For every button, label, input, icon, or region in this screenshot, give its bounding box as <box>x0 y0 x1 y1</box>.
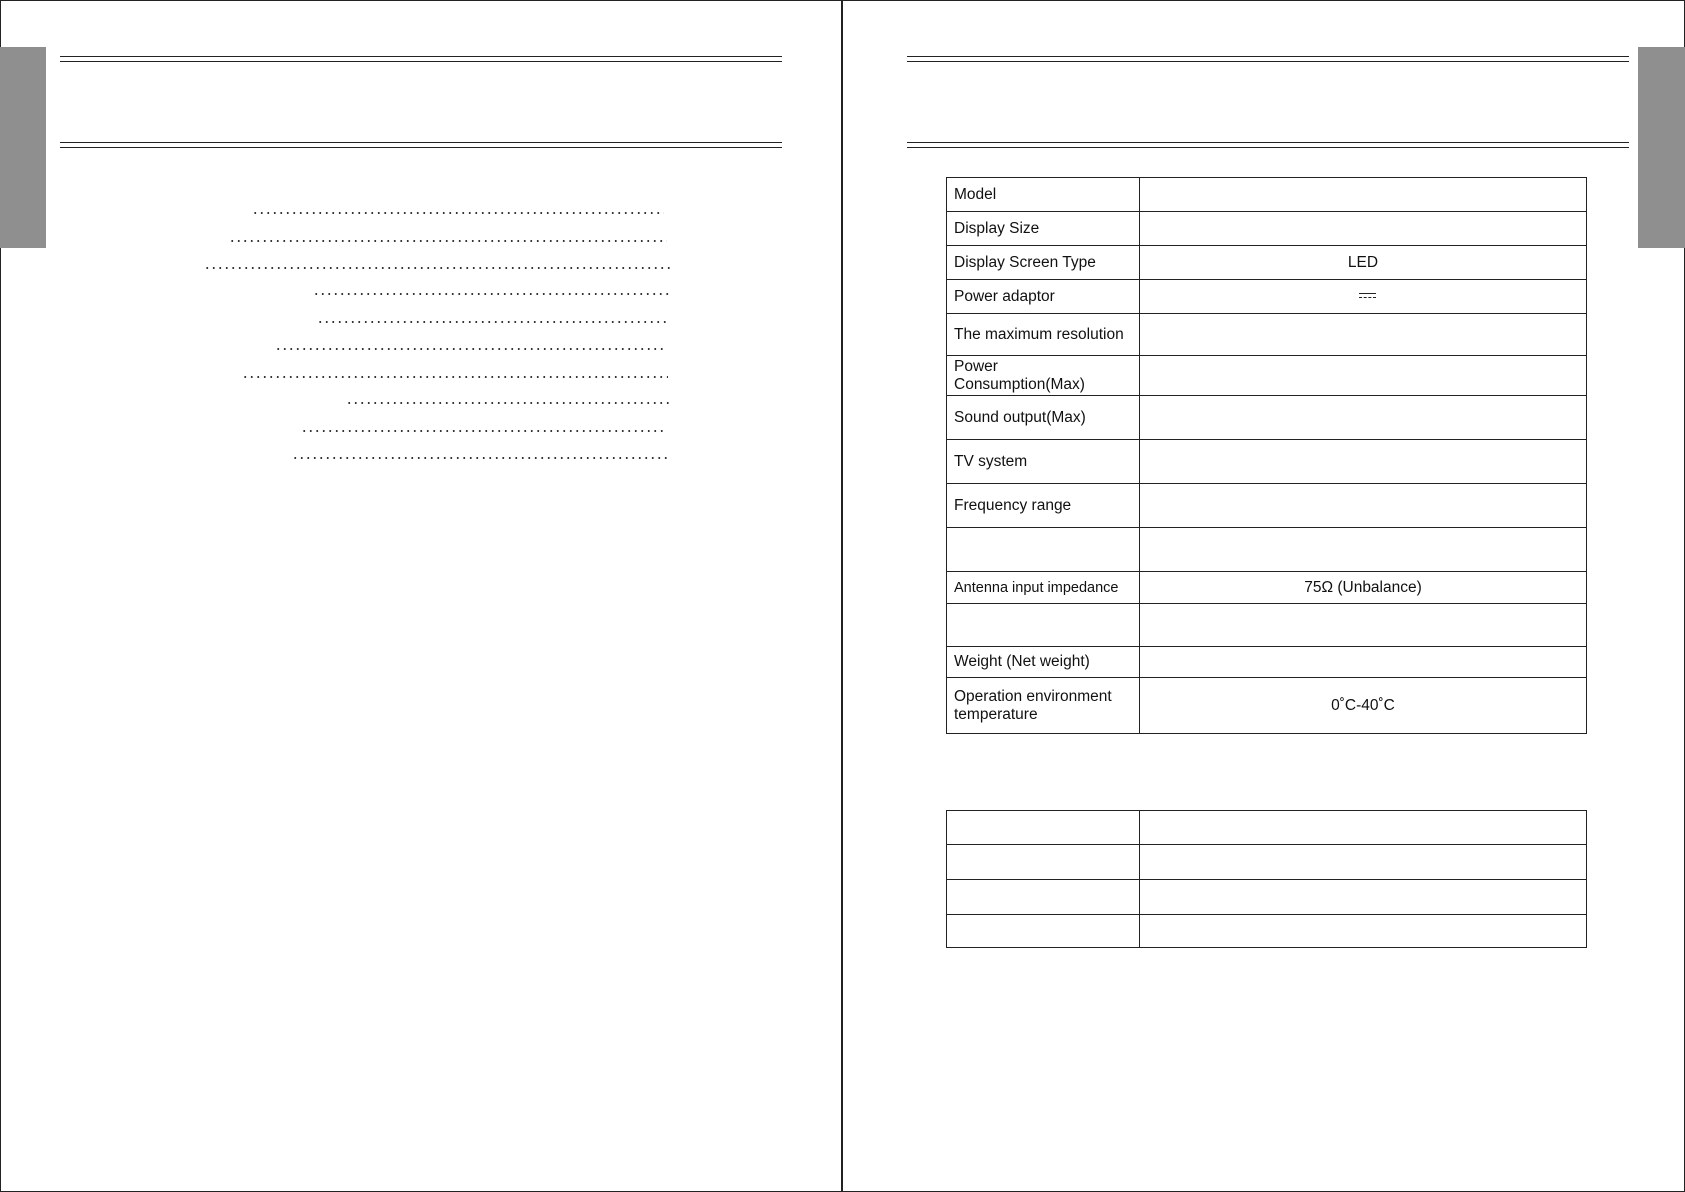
spec-label: Antenna input impedance <box>947 572 1140 604</box>
spec-row-blank <box>947 604 1587 647</box>
accessory-label <box>947 915 1140 948</box>
accessory-label <box>947 811 1140 845</box>
right-header-bottom-rule <box>907 142 1629 148</box>
accessory-value <box>1140 845 1587 880</box>
toc-dot-leader <box>346 402 670 404</box>
spec-label: Frequency range <box>947 484 1140 528</box>
spec-value <box>1140 440 1587 484</box>
spec-value: LED <box>1140 246 1587 280</box>
spec-label: Model <box>947 178 1140 212</box>
spec-row-power-consumption <box>947 356 1587 396</box>
toc-dot-leader <box>292 457 670 459</box>
spec-label: Display Size <box>947 212 1140 246</box>
accessory-value <box>1140 811 1587 845</box>
spec-value <box>1140 647 1587 678</box>
accessory-label <box>947 845 1140 880</box>
spec-row-sound-output <box>947 396 1587 440</box>
toc-dot-leader <box>229 240 667 242</box>
spec-row-weight <box>947 647 1587 678</box>
spec-row-power-adaptor <box>947 280 1587 314</box>
spec-label: The maximum resolution <box>947 314 1140 356</box>
spec-value <box>1140 528 1587 572</box>
spec-value <box>1140 178 1587 212</box>
accessory-value <box>1140 915 1587 948</box>
spec-label: Sound output(Max) <box>947 396 1140 440</box>
spec-row-blank <box>947 528 1587 572</box>
toc-dot-leader <box>252 212 664 214</box>
left-page-side-tab <box>0 47 46 248</box>
spec-row-operation-temperature <box>947 678 1587 734</box>
spec-label <box>947 678 1140 734</box>
accessory-value <box>1140 880 1587 915</box>
accessory-label <box>947 880 1140 915</box>
spec-value <box>1140 396 1587 440</box>
spec-label: Power Consumption(Max) <box>947 356 1140 396</box>
spec-label: Display Screen Type <box>947 246 1140 280</box>
toc-dot-leader <box>275 348 667 350</box>
spec-row-tv-system <box>947 440 1587 484</box>
spec-value: 75Ω (Unbalance) <box>1140 572 1587 604</box>
spec-row-antenna-impedance <box>947 572 1587 604</box>
spec-value <box>1140 280 1587 314</box>
accessory-table <box>946 810 1587 948</box>
accessory-row <box>947 845 1587 880</box>
spec-label: Weight (Net weight) <box>947 647 1140 678</box>
spec-label: Power adaptor <box>947 280 1140 314</box>
toc-dot-leader <box>242 376 668 378</box>
spec-row-display-screen-type <box>947 246 1587 280</box>
toc-dot-leader <box>301 430 667 432</box>
spec-label <box>947 528 1140 572</box>
spec-value: 0˚C-40˚C <box>1140 678 1587 734</box>
accessory-row <box>947 915 1587 948</box>
spec-row-max-resolution <box>947 314 1587 356</box>
right-page-side-tab <box>1638 47 1685 248</box>
spec-value <box>1140 212 1587 246</box>
left-header-bottom-rule <box>60 142 782 148</box>
toc-dot-leader <box>317 321 667 323</box>
accessory-row <box>947 880 1587 915</box>
toc-dot-leader <box>204 267 670 269</box>
toc-dot-leader <box>313 293 669 295</box>
page-spine-divider <box>841 0 843 1192</box>
dc-symbol-icon <box>1359 292 1376 300</box>
spec-label-text: Operation environment temperature <box>954 687 1112 723</box>
spec-row-frequency-range <box>947 484 1587 528</box>
specification-table <box>946 177 1587 734</box>
spec-value <box>1140 604 1587 647</box>
spec-row-model <box>947 178 1587 212</box>
spec-value <box>1140 484 1587 528</box>
spec-label <box>947 604 1140 647</box>
accessory-row <box>947 811 1587 845</box>
left-header-top-rule <box>60 56 782 62</box>
spec-value <box>1140 356 1587 396</box>
spec-row-display-size <box>947 212 1587 246</box>
right-header-top-rule <box>907 56 1629 62</box>
spec-value <box>1140 314 1587 356</box>
spec-label: TV system <box>947 440 1140 484</box>
